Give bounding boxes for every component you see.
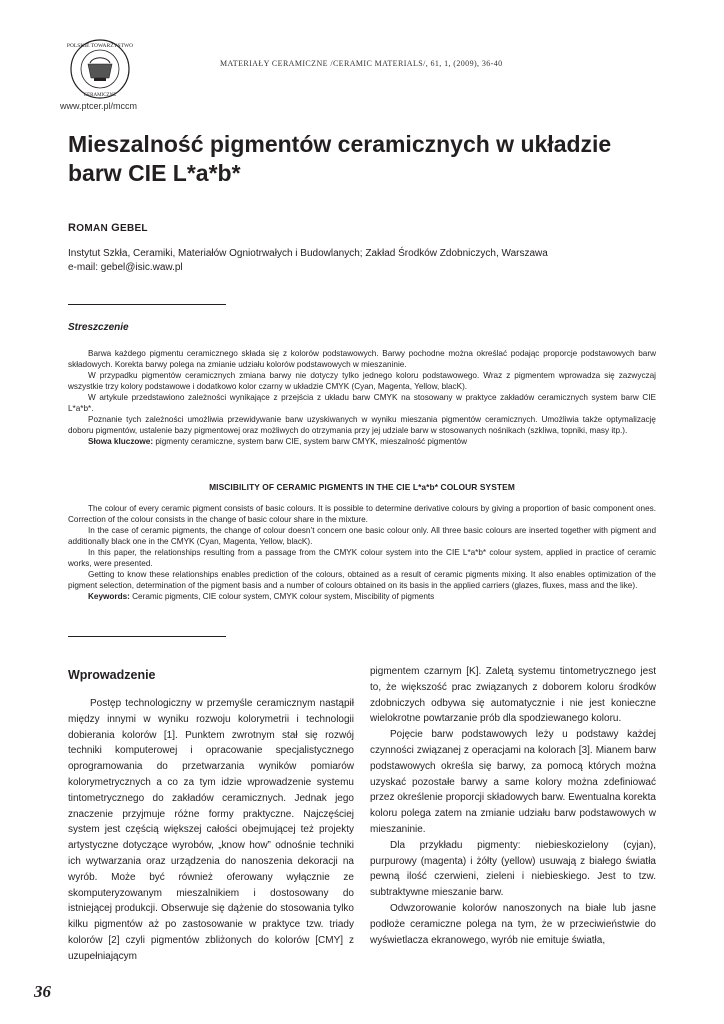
affiliation-block bbox=[68, 247, 668, 275]
body-paragraph: pigmentem czarnym [K]. Zaletą systemu tintometrycznego jest to, że większość prac związanych z doborem koloru środków zdobniczych odbywa się automatycznie i nie jest konieczne wielokrotne powtarzanie prób dla spodziewanego koloru. bbox=[370, 666, 656, 725]
article-title-line1: Mieszalność pigmentów ceramicznych w układzie bbox=[68, 131, 612, 157]
abstract-paragraph: Barwa każdego pigmentu ceramicznego składa się z kolorów podstawowych. Barwy pochodne można określać podając proporcje podstawowych barw składowych. Korekta barwy polega na zmianie udziału kolorów podstawowych w mieszaninie. bbox=[68, 349, 656, 369]
body-paragraph: Odwzorowanie kolorów nanoszonych na białe lub jasne podłoże ceramiczne polega na tym, że w przeciwieństwie do wyświetlacza ekranowego, wyrób nie emituje światła, bbox=[370, 902, 656, 946]
abstract-polish bbox=[68, 348, 656, 447]
journal-citation: MATERIAŁY CERAMICZNE /CERAMIC MATERIALS/, 61, 1, (2009), 36-40 bbox=[220, 59, 503, 68]
logo-top-text: POLSKIE TOWARZYSTWO bbox=[66, 43, 134, 49]
abstract-paragraph: W przypadku pigmentów ceramicznych zmiana barwy nie dotyczy tylko jednego koloru podstawowego. Wraz z pigmentem wprowadza się zazwyczaj wszystkie trzy kolory podstawowe i dodatkowo kolor czarny w układzie CMYK (Cyan, Magenta, Yellow, blacK). bbox=[68, 371, 656, 391]
abstract-paragraph: Getting to know these relationships enables prediction of the colours, obtained as a result of ceramic pigments mixing. It also enables optimization of the pigment selection, determination of the pigment basis and a number of colours obtained on its basis in the applied carriers (glazes, fluxes, mass and the like). bbox=[68, 570, 656, 590]
body-paragraph: Postęp technologiczny w przemyśle ceramicznym nastąpił między innymi w wyniku rozwoju kolorymetrii i technologii dobierania kolorów [1]. Punktem zwrotnym stał się rozwój techniki komputerowej i opracowanie specjalistycznego oprogramowania do przetwarzania wyników pomiarów kolorymetrycznych a co za tym idzie wprowadzenie systemu tintometrycznego do zakładów ceramicznych. Jednak jego znaczenie przyjmuje różne formy praktyczne. Najczęściej system jest częścią większej całości obejmującej też projekty artystyczne dotyczące wyrobów, „know how” odnośnie techniki ich wytwarzania oraz urządzenia do nanoszenia dekoracji na wyrób. Może być również oferowany wyłącznie ze skomputeryzowanym mieszalnikiem i dostosowany do istniejącej produkcji. Obserwuje się dążenie do stosowania tylko kilku pigmentów aż po zastosowanie w praktyce tzw. triady kolorów [2] czyli pigmentów zbliżonych do kolorów [CMY] z uzupełniającym bbox=[68, 698, 354, 962]
abstract-english bbox=[68, 503, 656, 602]
divider bbox=[68, 636, 226, 637]
logo-bottom-text: CERAMICZNE bbox=[83, 93, 117, 98]
right-column bbox=[370, 664, 656, 948]
author-email: e-mail: gebel@isic.waw.pl bbox=[68, 262, 183, 273]
body-paragraph: Dla przykładu pigmenty: niebieskozielony (cyjan), purpurowy (magenta) i żółty (yellow) usuwają z białego światła pewną ilość czerwieni, zieleni i niebieskiego. Jest to tzw. subtraktywne mieszanie barw. bbox=[370, 839, 656, 899]
abstract-paragraph: W artykule przedstawiono zależności wynikające z przejścia z układu barw CMYK na stosowany w praktyce zakładów ceramicznych system barw CIE L*a*b*. bbox=[68, 393, 656, 413]
divider bbox=[68, 304, 226, 305]
article-title-line2: barw CIE L*a*b* bbox=[68, 160, 241, 186]
keywords-english: Keywords: Ceramic pigments, CIE colour system, CMYK colour system, Miscibility of pigments bbox=[88, 592, 435, 601]
abstract-paragraph: Poznanie tych zależności umożliwia przewidywanie barw uzyskiwanych w wyniku mieszania pigmentów ceramicznych. Umożliwia także optymalizację doboru pigmentów, ustalenie bazy pigmentowej oraz możliwych do otrzymania przy jej udziale barw w stosowanych nośnikach (szkliwa, topniki, masy itp.). bbox=[68, 415, 656, 435]
abstract-paragraph: In this paper, the relationships resulting from a passage from the CMYK colour system into the CIE L*a*b* colour system, applied in practice of ceramic works, were presented. bbox=[68, 548, 656, 568]
affiliation: Instytut Szkła, Ceramiki, Materiałów Ogniotrwałych i Budowlanych; Zakład Środków Zdobniczych, Warszawa bbox=[68, 248, 548, 259]
body-paragraph: Pojęcie barw podstawowych leży u podstawy każdej czynności związanej z operacjami na kolorach [3]. Mianem barw podstawowych określa się barwy, za pomocą których można uzyskać pozostałe barwy a same kolory można zdefiniować przez określenie proporcji składowych barw. Ewentualna korekta koloru polega zatem na zmianie udziału barw podstawowych w mieszaninie. bbox=[370, 729, 656, 835]
logo-seal-icon bbox=[60, 38, 144, 100]
keywords-polish: Słowa kluczowe: pigmenty ceramiczne, system barw CIE, system barw CMYK, mieszalność pigmentów bbox=[88, 437, 468, 446]
section-heading: Wprowadzenie bbox=[68, 668, 156, 682]
page-number: 36 bbox=[34, 982, 51, 1001]
abstract-paragraph: The colour of every ceramic pigment consists of basic colours. It is possible to determine derivative colours by giving a proportion of basic component ones. Correction of the colour consists in the change of basic colour share in the mixture. bbox=[68, 504, 656, 524]
author-name: ROMAN GEBEL bbox=[68, 222, 148, 234]
abstract-heading: Streszczenie bbox=[68, 322, 129, 333]
website-link[interactable]: www.ptcer.pl/mccm bbox=[60, 101, 138, 111]
article-title bbox=[68, 130, 668, 188]
english-title: MISCIBILITY OF CERAMIC PIGMENTS IN THE CIE L*a*b* COLOUR SYSTEM bbox=[209, 482, 515, 492]
left-column bbox=[68, 696, 354, 965]
society-logo bbox=[60, 38, 144, 100]
abstract-paragraph: In the case of ceramic pigments, the change of colour doesn’t concern one basic colour only. All three basic colours are inserted together with pigment and additionally black one in the CMYK (Cyan, Magenta, Yellow, blacK). bbox=[68, 526, 656, 546]
